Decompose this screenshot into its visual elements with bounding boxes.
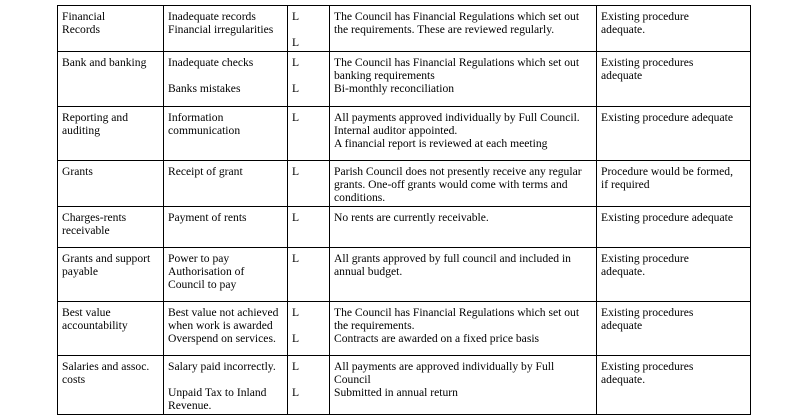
level-cell: L L <box>288 356 330 415</box>
area-cell: Grants and support payable <box>58 248 164 302</box>
management-cell: The Council has Financial Regulations which set out banking requirements Bi-monthly reconciliation <box>330 52 597 107</box>
area-cell: Grants <box>58 161 164 207</box>
review-cell: Existing procedure adequate <box>597 207 751 248</box>
risk-cell: Salary paid incorrectly. Unpaid Tax to Inland Revenue. <box>164 356 288 415</box>
area-cell: Salaries and assoc. costs <box>58 356 164 415</box>
table-row <box>58 302 751 356</box>
area-cell: Bank and banking <box>58 52 164 107</box>
risk-cell: Information communication <box>164 107 288 161</box>
table-row <box>58 6 751 52</box>
area-cell: Charges-rents receivable <box>58 207 164 248</box>
level-cell: L <box>288 207 330 248</box>
area-cell: Best value accountability <box>58 302 164 356</box>
table-row <box>58 248 751 302</box>
review-cell: Procedure would be formed, if required <box>597 161 751 207</box>
management-cell: Parish Council does not presently receive any regular grants. One-off grants would come with terms and conditions. <box>330 161 597 207</box>
review-cell: Existing procedures adequate <box>597 52 751 107</box>
risk-cell: Best value not achieved when work is awarded Overspend on services. <box>164 302 288 356</box>
level-cell: L L <box>288 6 330 52</box>
management-cell: All payments approved individually by Full Council. Internal auditor appointed. A financial report is reviewed at each meeting <box>330 107 597 161</box>
area-cell: Financial Records <box>58 6 164 52</box>
risk-cell: Power to pay Authorisation of Council to pay <box>164 248 288 302</box>
review-cell: Existing procedure adequate. <box>597 6 751 52</box>
level-cell: L <box>288 161 330 207</box>
risk-cell: Receipt of grant <box>164 161 288 207</box>
risk-assessment-table <box>57 5 751 415</box>
review-cell: Existing procedure adequate <box>597 107 751 161</box>
risk-cell: Inadequate checks Banks mistakes <box>164 52 288 107</box>
level-cell: L <box>288 107 330 161</box>
table-row <box>58 161 751 207</box>
management-cell: The Council has Financial Regulations which set out the requirements. Contracts are awarded on a fixed price basis <box>330 302 597 356</box>
risk-cell: Payment of rents <box>164 207 288 248</box>
review-cell: Existing procedure adequate. <box>597 248 751 302</box>
review-cell: Existing procedures adequate. <box>597 356 751 415</box>
area-cell: Reporting and auditing <box>58 107 164 161</box>
level-cell: L L <box>288 302 330 356</box>
table-row <box>58 207 751 248</box>
level-cell: L L <box>288 52 330 107</box>
table-row <box>58 52 751 107</box>
risk-cell: Inadequate records Financial irregularities <box>164 6 288 52</box>
review-cell: Existing procedures adequate <box>597 302 751 356</box>
management-cell: The Council has Financial Regulations which set out the requirements. These are reviewed regularly. <box>330 6 597 52</box>
management-cell: All payments are approved individually by Full Council Submitted in annual return <box>330 356 597 415</box>
table-row <box>58 107 751 161</box>
management-cell: No rents are currently receivable. <box>330 207 597 248</box>
level-cell: L <box>288 248 330 302</box>
management-cell: All grants approved by full council and included in annual budget. <box>330 248 597 302</box>
